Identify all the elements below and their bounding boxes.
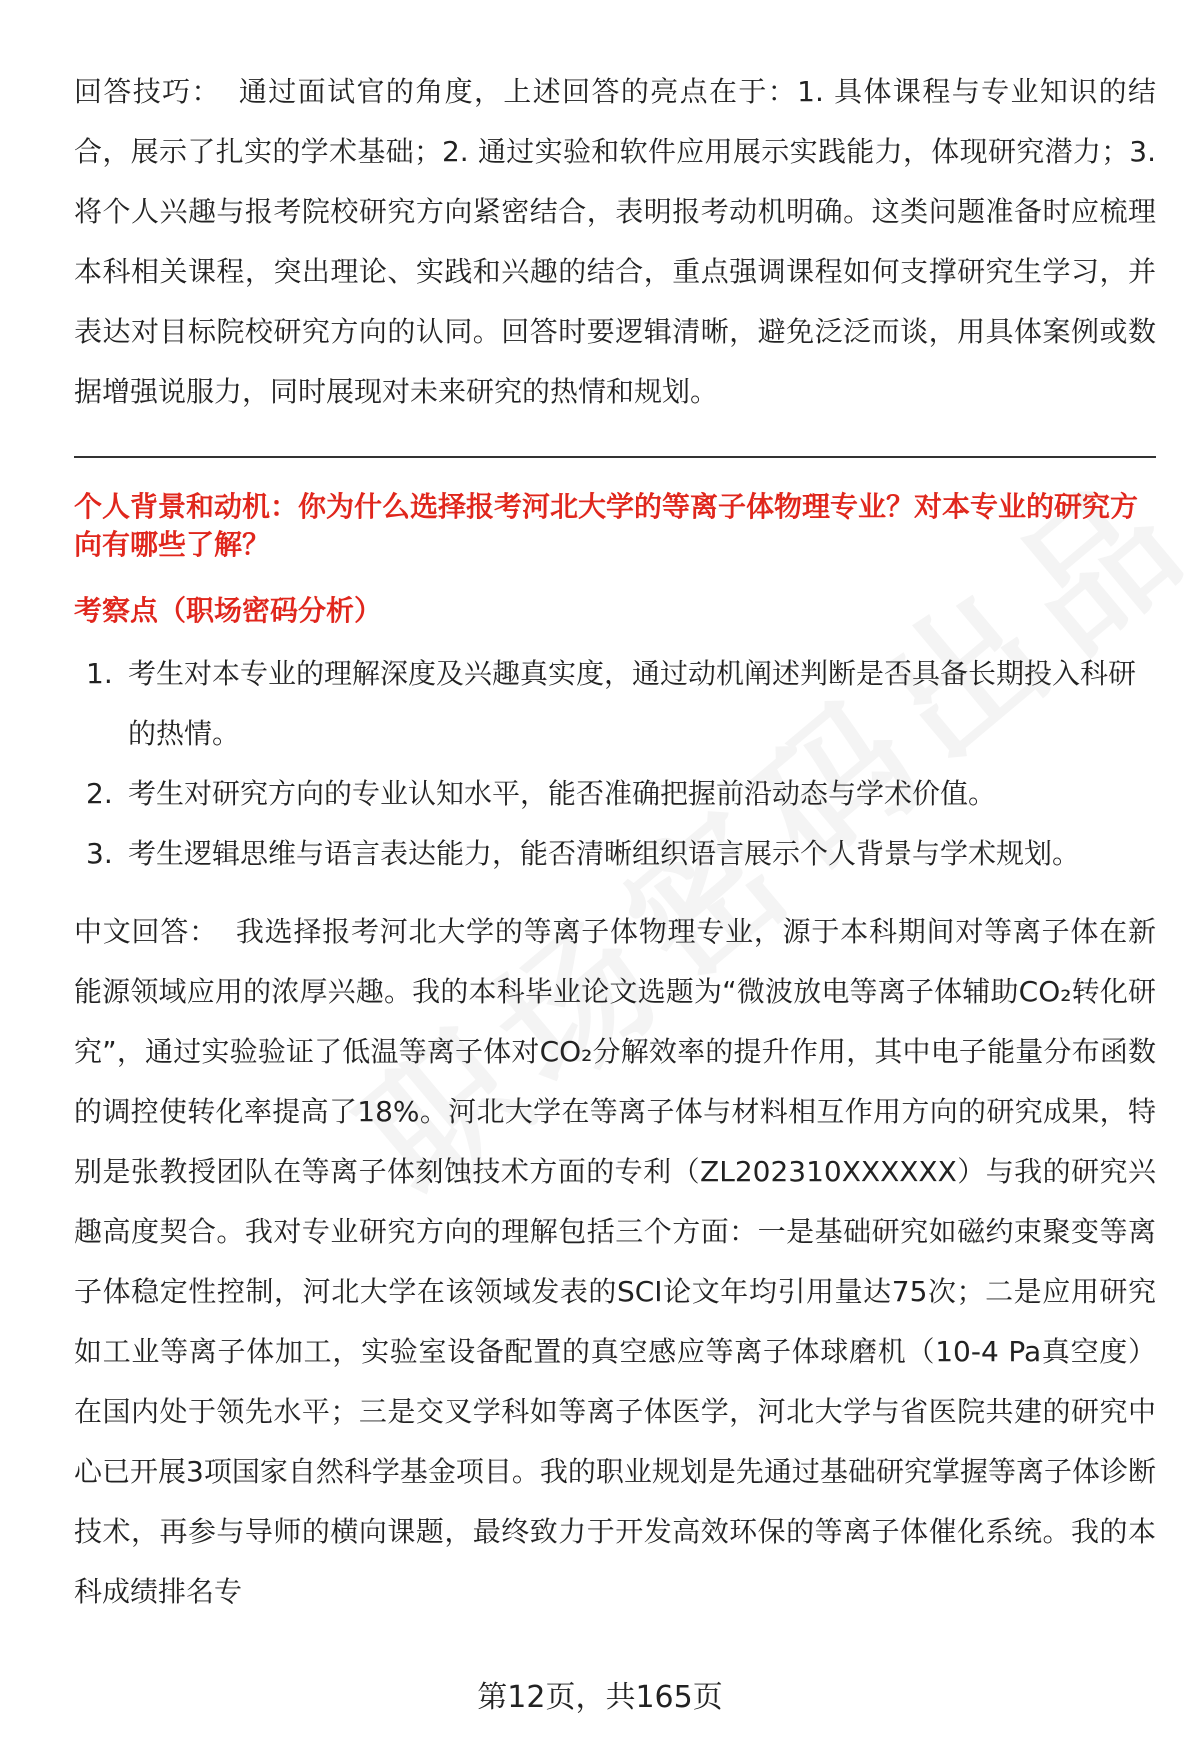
question-title: 个人背景和动机：你为什么选择报考河北大学的等离子体物理专业？对本专业的研究方向有哪些了解？ [74,490,1139,561]
page-content [74,62,1156,1622]
list-item [74,644,1156,764]
answer-text: 我选择报考河北大学的等离子体物理专业，源于本科期间对等离子体在新能源领域应用的浓厚兴趣。我的本科毕业论文选题为“微波放电等离子体辅助CO₂转化研究”，通过实验验证了低温等离子体对CO₂分解效率的提升作用，其中电子能量分布函数的调控使转化率提高了18%。河北大学在等离子体与材料相互作用方向的研究成果，特别是张教授团队在等离子体刻蚀技术方面的专利（ZL202310XXXXXX）与我的研究兴趣高度契合。我对专业研究方向的理解包括三个方面：一是基础研究如磁约束聚变等离子体稳定性控制，河北大学在该领域发表的SCI论文年均引用量达75次；二是应用研究如工业等离子体加工，实验室设备配置的真空感应等离子体球磨机（10-4 Pa真空度）在国内处于领先水平；三是交叉学科如等离子体医学，河北大学与省医院共建的研究中心已开展3项国家自然科学基金项目。我的职业规划是先通过基础研究掌握等离子体诊断技术，再参与导师的横向课题，最终致力于开发高效环保的等离子体催化系统。我的本科成绩排名专 [74,915,1156,1608]
list-item-text: 考生对研究方向的专业认知水平，能否准确把握前沿动态与学术价值。 [128,777,997,810]
list-item-text: 考生逻辑思维与语言表达能力，能否清晰组织语言展示个人背景与学术规划。 [128,837,1081,870]
answer-paragraph [74,902,1156,1622]
list-item-number: 3. [86,837,113,870]
list-item-text: 考生对本专业的理解深度及兴趣真实度，通过动机阐述判断是否具备长期投入科研的热情。 [128,657,1137,750]
tips-paragraph [74,62,1156,422]
tips-label: 回答技巧： [74,75,221,108]
list-item [74,824,1156,884]
assessment-section-title: 考察点（职场密码分析） [74,594,383,627]
list-item [74,764,1156,824]
assessment-points-list [74,644,1156,884]
list-item-number: 2. [86,777,113,810]
page-number: 第12页，共165页 [477,1680,723,1715]
section-divider [74,456,1156,458]
list-item-number: 1. [86,657,113,690]
answer-label: 中文回答： [74,915,218,948]
tips-text: 通过面试官的角度，上述回答的亮点在于：1. 具体课程与专业知识的结合，展示了扎实的学术基础；2. 通过实验和软件应用展示实践能力，体现研究潜力；3. 将个人兴趣与报考院校研究方向紧密结合，表明报考动机明确。这类问题准备时应梳理本科相关课程，突出理论、实践和兴趣的结合，重点强调课程如何支撑研究生学习，并表达对目标院校研究方向的认同。回答时要逻辑清晰，避免泛泛而谈，用具体案例或数据增强说服力，同时展现对未来研究的热情和规划。 [74,75,1156,408]
